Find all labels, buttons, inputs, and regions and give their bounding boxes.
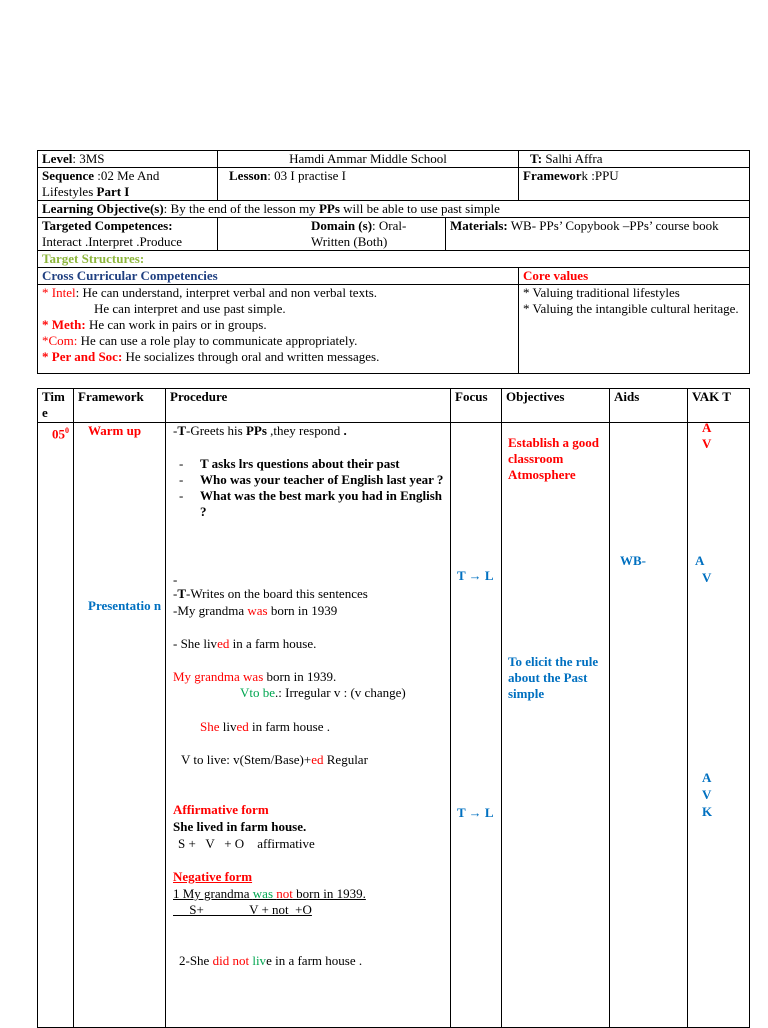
s5-b: liv [219,719,237,734]
vakt-a: A [702,770,712,785]
proc-sentence-1 [173,603,337,619]
sequence-value: :02 Me And Lifestyles [42,168,160,199]
level-label: Level [42,151,73,166]
header-row-ccc [38,268,750,285]
header-row-competences [38,218,750,251]
intel-line [42,285,514,301]
domain-cell [218,218,446,251]
focus-cell [451,423,502,1028]
objective-text-2: will be able to use past simple [339,201,500,216]
vakt-k: K [702,804,713,819]
com-label: *Com: [42,333,78,348]
meth-text: He can work in pairs or in groups. [85,317,267,332]
vakt-a: A [702,420,712,435]
affirmative-title: Affirmative form [173,802,269,817]
ccc-label: Cross Curricular Competencies [38,268,519,285]
core-value-2: * Valuing the intangible cultural heritage. [523,301,739,316]
time-value [52,423,69,442]
procedure-cell [166,423,451,1028]
intel-text-2: He can interpret and use past simple. [94,301,286,316]
warmup-questions [173,456,448,520]
framework-label: Framewor [523,168,582,183]
competences-cell [38,218,218,251]
objective-pps: PPs [318,201,340,216]
procedure-body-row [38,423,750,1028]
col-header-vakt: VAK T [688,389,750,423]
col-header-focus: Focus [451,389,502,423]
objective-label: Learning Objective(s) [42,201,164,216]
level-cell [38,151,218,168]
per-text: He socializes through oral and written messages. [122,349,380,364]
time-cell [38,423,74,1028]
lesson-header-table [37,150,750,374]
lesson-label: Lesson [229,168,268,183]
core-values-label: Core values [519,268,750,285]
proc-greet-dash: - [173,423,178,438]
neg1-b: born in 1939. [292,886,366,901]
s3-was: was [243,669,264,684]
per-line [42,349,514,365]
question-item: - T asks lrs questions about their past [173,456,448,472]
vakt-cell [688,420,750,1028]
header-row-structures [38,251,750,268]
intel-text-1: : He can understand, interpret verbal and non verbal texts. [75,285,377,300]
negative-sentence-2 [179,953,362,969]
affirmative-formula: S + V + O affirmative [178,836,315,851]
vakt-v: V [702,570,712,585]
com-text: He can use a role play to communicate appropriately. [77,333,358,348]
sequence-cell [38,168,218,201]
sequence-part: Part I [96,184,130,199]
sequence-label: Sequence [42,168,94,183]
header-row-objective [38,201,750,218]
proc-sentence-2 [173,636,316,652]
proc-sentence-3 [173,669,336,685]
question-item: - What was the best mark you had in English ? [173,488,448,520]
objective-text-1: : By the end of the lesson my [163,201,319,216]
domain-label: Domain (s) [311,218,373,233]
proc-writes-t: T [177,586,187,601]
neg2-did-not: did not [212,953,250,968]
s1-was: was [247,603,268,618]
neg2-a: 2-She [179,953,213,968]
vakt-v: V [702,787,712,802]
ccc-detail-cell [38,285,519,374]
s2-ed: ed [217,636,230,651]
framework-value: k :PPU [581,168,619,183]
focus-t-to-l: T → L [457,805,494,820]
proc-sentence-6 [181,752,368,768]
com-line [42,333,514,349]
aids-cell [610,423,688,1028]
materials-cell [446,218,750,251]
time-number: 05 [52,426,65,442]
core-value-1: * Valuing traditional lifestyles [523,285,680,300]
proc-writes [173,586,368,602]
competences-value: Interact .Interpret .Produce [42,234,183,249]
s5-she: She [200,719,220,734]
focus-t-to-l: T → L [457,568,494,583]
col-header-procedure: Procedure [166,389,451,423]
s1-a: -My grandma [173,603,248,618]
neg2-liv: liv [252,953,267,968]
framework-cell [519,168,750,201]
s2-a: - She liv [173,636,218,651]
stage-presentation: Presentatio n [88,598,162,613]
neg1-not: not [276,886,293,901]
header-row-sequence [38,168,750,201]
meth-label: * Meth: [42,317,86,332]
s6-a: V to live: v(Stem/Base)+ [181,752,312,767]
neg1-a: 1 My grandma [173,886,253,901]
s5-ed: ed [236,719,249,734]
proc-greet [173,423,347,439]
level-value: : 3MS [72,151,105,166]
materials-label: Materials: [450,218,508,233]
materials-value: WB- PPs’ Copybook –PPs’ course book [507,218,719,233]
s1-b: born in 1939 [267,603,338,618]
col-header-framework: Framework [74,389,166,423]
neg1-was: was [252,886,274,901]
proc-greet-pps: PPs [245,423,267,438]
negative-formula: S+ V + not +O [173,902,312,917]
objectives-cell [502,423,610,1028]
framework-stage-cell [74,423,166,1028]
s3-grandma: My grandma [173,669,244,684]
proc-greet-dot: . [343,423,347,438]
s3-b: born in 1939. [263,669,337,684]
header-row-competencies-detail [38,285,750,374]
proc-writes-text: -Writes on the board this sentences [186,586,368,601]
affirmative-sentence: She lived in farm house. [173,819,307,834]
teacher-value: Salhi Affra [542,151,603,166]
col-header-objectives: Objectives [502,389,610,423]
proc-sentence-4 [240,685,406,701]
s4-vto: Vto be [240,685,276,700]
objective-cell [38,201,750,218]
procedure-table [37,388,750,1028]
neg2-b: e in a farm house . [266,953,363,968]
s4-b: .: Irregular v : (v change) [275,685,406,700]
lesson-value: : 03 I practise I [267,168,346,183]
teacher-label: T: [530,151,543,166]
lesson-cell [218,168,519,201]
objective-establish: Establish a good classroom Atmosphere [508,435,600,482]
core-values-cell [519,285,750,374]
proc-writes-dash: - [173,586,178,601]
proc-greet-text: -Greets his [186,423,246,438]
s5-c: in farm house . [248,719,330,734]
vakt-a: A [695,553,705,568]
aids-wb: WB- [620,553,646,568]
s6-b: Regular [323,752,368,767]
proc-greet-t: T [177,423,187,438]
per-label: * Per and Soc: [42,349,123,364]
domain-value: : Oral-Written (Both) [311,218,407,249]
proc-sentence-5 [200,719,330,735]
negative-title: Negative form [173,869,253,884]
intel-label: * Intel [42,285,76,300]
negative-sentence-1 [173,886,366,902]
target-structures: Target Structures: [38,251,750,268]
proc-greet-text-2: ,they respond [266,423,344,438]
time-sup: 0 [65,426,69,435]
meth-line [42,317,514,333]
header-row-level [38,151,750,168]
school-name: Hamdi Ammar Middle School [218,151,519,168]
vakt-v: V [702,436,712,451]
s2-b: in a farm house. [229,636,317,651]
question-item: - Who was your teacher of English last year ? [173,472,448,488]
procedure-header-row [38,389,750,423]
s6-ed: ed [311,752,324,767]
competences-label: Targeted Competences: [42,218,173,233]
col-header-aids: Aids [610,389,688,423]
col-header-time: Tim e [38,389,74,423]
stage-warm-up: Warm up [88,423,142,438]
objective-elicit: To elicit the rule about the Past simple [508,654,599,701]
proc-dash: - [173,572,178,587]
teacher-cell [519,151,750,168]
